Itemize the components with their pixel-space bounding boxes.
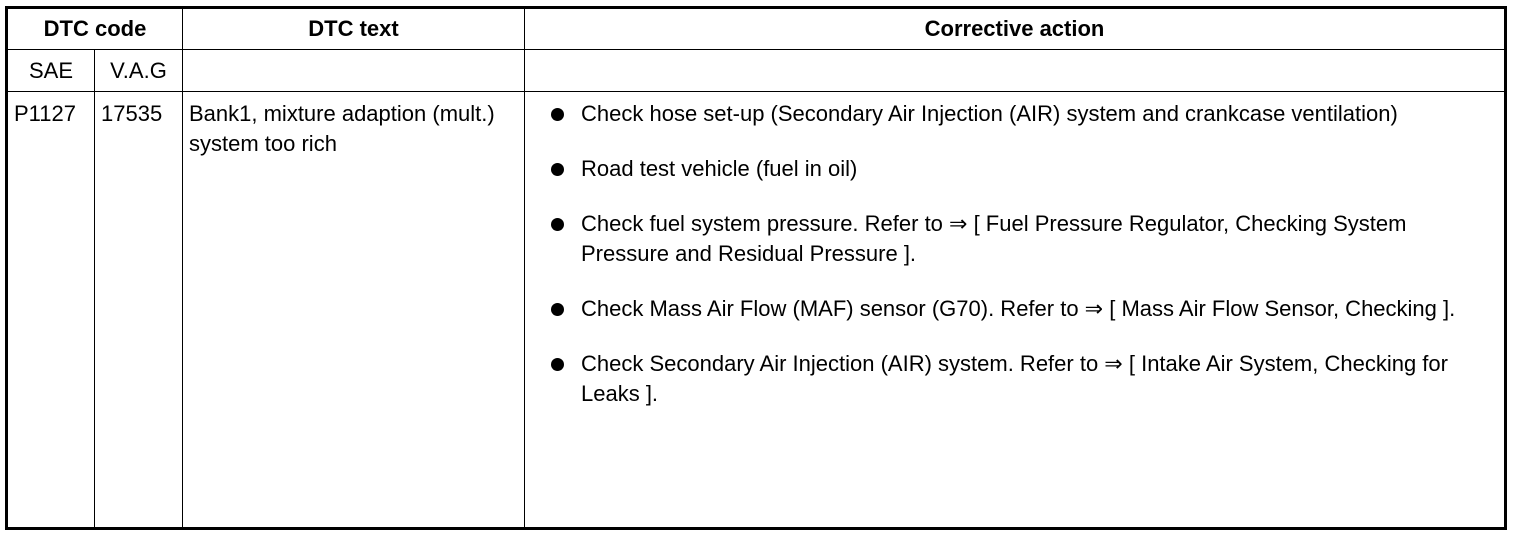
corrective-action-cell xyxy=(525,92,1506,529)
bullet-icon xyxy=(551,303,564,316)
header-row xyxy=(7,8,1506,50)
bullet-icon xyxy=(551,218,564,231)
bullet-icon xyxy=(551,358,564,371)
action-item xyxy=(549,294,1474,324)
action-list xyxy=(525,99,1504,409)
action-text: Check Secondary Air Injection (AIR) system. Refer to ⇒ [ Intake Air System, Checking for Leaks ]. xyxy=(581,351,1448,406)
subheader-vag: V.A.G xyxy=(95,50,183,92)
header-dtc-text: DTC text xyxy=(183,8,525,50)
action-text: Check Mass Air Flow (MAF) sensor (G70). Refer to ⇒ [ Mass Air Flow Sensor, Checking ]. xyxy=(581,296,1456,321)
table-row xyxy=(7,92,1506,529)
dtc-text-cell: Bank1, mixture adaption (mult.) system too rich xyxy=(183,92,525,529)
bullet-icon xyxy=(551,163,564,176)
header-corrective-action: Corrective action xyxy=(525,8,1506,50)
vag-code-cell: 17535 xyxy=(95,92,183,529)
action-item xyxy=(549,209,1474,269)
action-text: Check hose set-up (Secondary Air Injection (AIR) system and crankcase ventilation) xyxy=(581,101,1398,126)
header-dtc-code: DTC code xyxy=(7,8,183,50)
action-item xyxy=(549,349,1474,409)
dtc-table xyxy=(5,6,1507,530)
subheader-sae: SAE xyxy=(7,50,95,92)
action-item xyxy=(549,99,1474,129)
action-text: Road test vehicle (fuel in oil) xyxy=(581,156,858,181)
action-text: Check fuel system pressure. Refer to ⇒ [ Fuel Pressure Regulator, Checking System Pressure and Residual Pressure ]. xyxy=(581,211,1407,266)
bullet-icon xyxy=(551,108,564,121)
subheader-empty-action xyxy=(525,50,1506,92)
sae-code-cell: P1127 xyxy=(7,92,95,529)
action-item xyxy=(549,154,1474,184)
subheader-empty-text xyxy=(183,50,525,92)
subheader-row xyxy=(7,50,1506,92)
